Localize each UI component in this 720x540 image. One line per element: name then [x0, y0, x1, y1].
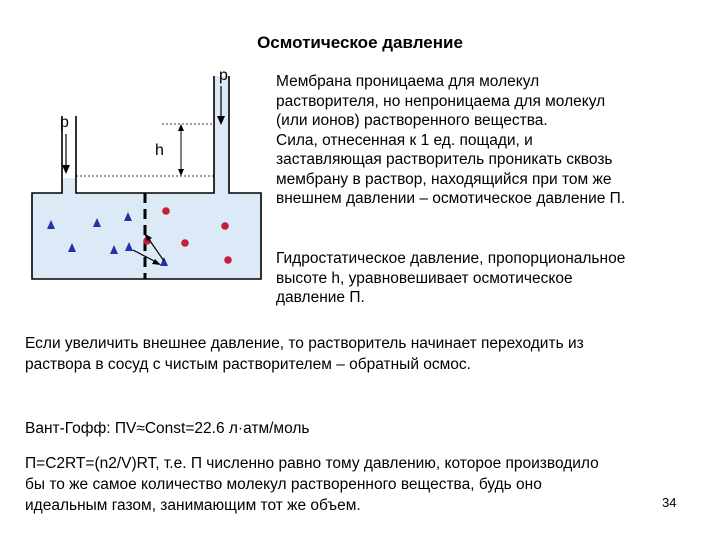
- p-right-label: p: [219, 67, 228, 84]
- arrow-icon: [178, 169, 184, 176]
- circle-solvent-icon: [221, 222, 229, 230]
- p-left-label: p: [60, 114, 69, 131]
- circle-solvent-icon: [224, 256, 232, 264]
- arrow-icon: [62, 165, 70, 174]
- arrow-icon: [178, 124, 184, 131]
- page-number: 34: [662, 495, 677, 510]
- membrane-description: Мембрана проницаема для молекул растворителя, но непроницаема для молекул (или ионов) растворенного вещества. Сила, отнесенная к 1 ед. пощади, и заставляющая растворитель проникать сквозь мембрану в раствор, находящийся при том же внешнем давлении – осмотическое давление П.: [276, 73, 626, 207]
- reverse-osmosis-paragraph: Если увеличить внешнее давление, то растворитель начинает переходить из раствора в сосуд с чистым растворителем – обратный осмос.: [25, 335, 584, 373]
- slide-title: Осмотическое давление: [257, 33, 463, 52]
- circle-solvent-icon: [162, 207, 170, 215]
- hydrostatic-description: Гидростатическое давление, пропорциональное высоте h, уравновешивает осмотическое давление П.: [276, 250, 626, 306]
- circle-solvent-icon: [181, 239, 189, 247]
- osmotic-formula-paragraph: П=C2RT=(n2/V)RT, т.е. П численно равно тому давлению, которое производило бы то же самое количество молекул растворенного вещества, будь оно идеальным газом, занимающим тот же объем.: [25, 455, 599, 514]
- h-label: h: [155, 142, 164, 159]
- vant-hoff-line: Вант-Гофф: ПV≈Const=22.6 л·атм/моль: [25, 420, 310, 437]
- liquid-left-column: [62, 178, 76, 193]
